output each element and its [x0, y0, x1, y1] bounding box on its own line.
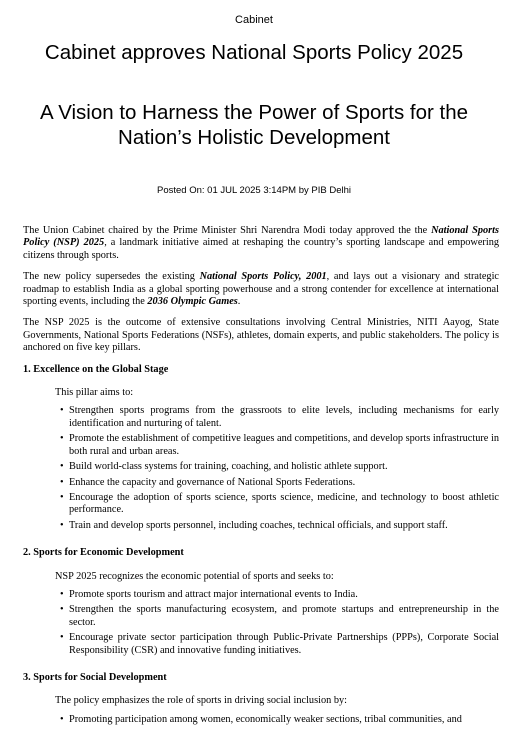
list-item: • Build world-class systems for training, coaching, and holistic athlete support.: [69, 461, 499, 473]
list-item: • Promote sports tourism and attract major international events to India.: [69, 589, 499, 601]
section-social: [23, 672, 499, 726]
page-title: Cabinet approves National Sports Policy 2025: [44, 41, 464, 64]
posted-on: Posted On: 01 JUL 2025 3:14PM by PIB Delhi: [157, 185, 351, 196]
text-span: The new policy supersedes the existing: [23, 271, 200, 283]
text-span: .: [237, 296, 241, 308]
section-heading: 1. Excellence on the Global Stage: [23, 363, 169, 375]
emphasis-nsp-2025: National Sports Policy (NSP) 2025: [23, 225, 499, 249]
list-item: • Encourage the adoption of sports science, sports science, medicine, and technology to boost athletic performance.: [69, 492, 499, 517]
article-body: [23, 225, 499, 741]
list-item: • Promoting participation among women, economically weaker sections, tribal communities, and: [69, 714, 499, 726]
list-item: • Strengthen the sports manufacturing ecosystem, and promote startups and entrepreneurship in the sector.: [69, 604, 499, 629]
bullet-list: [23, 714, 499, 726]
emphasis-nsp-2001: National Sports Policy, 2001: [199, 271, 327, 283]
intro-paragraph-1: [23, 225, 499, 262]
section-intro: NSP 2025 recognizes the economic potential of sports and seeks to:: [55, 570, 334, 582]
ministry-label: Cabinet: [235, 14, 273, 26]
list-item: • Enhance the capacity and governance of National Sports Federations.: [69, 477, 499, 489]
list-item: • Train and develop sports personnel, including coaches, technical officials, and support staff.: [69, 520, 499, 532]
section-intro: This pillar aims to:: [55, 387, 134, 399]
section-heading: 3. Sports for Social Development: [23, 671, 167, 683]
text-span: , and lays out a visionary and strategic roadmap to establish India as a global sporting powerhouse and a strong contender for excellence at international sporting events, including the: [23, 271, 499, 308]
bullet-list: [23, 405, 499, 532]
text-span: , a landmark initiative aimed at reshaping the country’s sporting landscape and empowering citizens through sports.: [23, 237, 499, 261]
section-excellence: [23, 364, 499, 532]
list-item: • Encourage private sector participation through Public-Private Partnerships (PPPs), Corporate Social Responsibility (CSR) and innovative funding initiatives.: [69, 632, 499, 657]
section-heading: 2. Sports for Economic Development: [23, 547, 184, 559]
bullet-list: [23, 589, 499, 657]
list-item: • Promote the establishment of competitive leagues and competitions, and develop sports infrastructure in both rural and urban areas.: [69, 433, 499, 458]
text-span: The Union Cabinet chaired by the Prime Minister Shri Narendra Modi today approved the the: [23, 225, 432, 236]
emphasis-olympics: 2036 Olympic Games: [147, 296, 238, 308]
intro-paragraph-3: The NSP 2025 is the outcome of extensive consultations involving Central Ministries, NITI Aayog, State Governments, National Sports Federations (NSFs), athletes, domain experts, and public stakeholders. The policy is anchored on five key pillars.: [23, 317, 499, 354]
intro-paragraph-2: [23, 271, 499, 308]
list-item: • Strengthen sports programs from the grassroots to elite levels, including mechanisms for early identification and nurturing of talent.: [69, 405, 499, 430]
page-subtitle: A Vision to Harness the Power of Sports for the Nation’s Holistic Development: [39, 101, 469, 149]
section-intro: The policy emphasizes the role of sports in driving social inclusion by:: [55, 695, 347, 707]
section-economic: [23, 547, 499, 657]
